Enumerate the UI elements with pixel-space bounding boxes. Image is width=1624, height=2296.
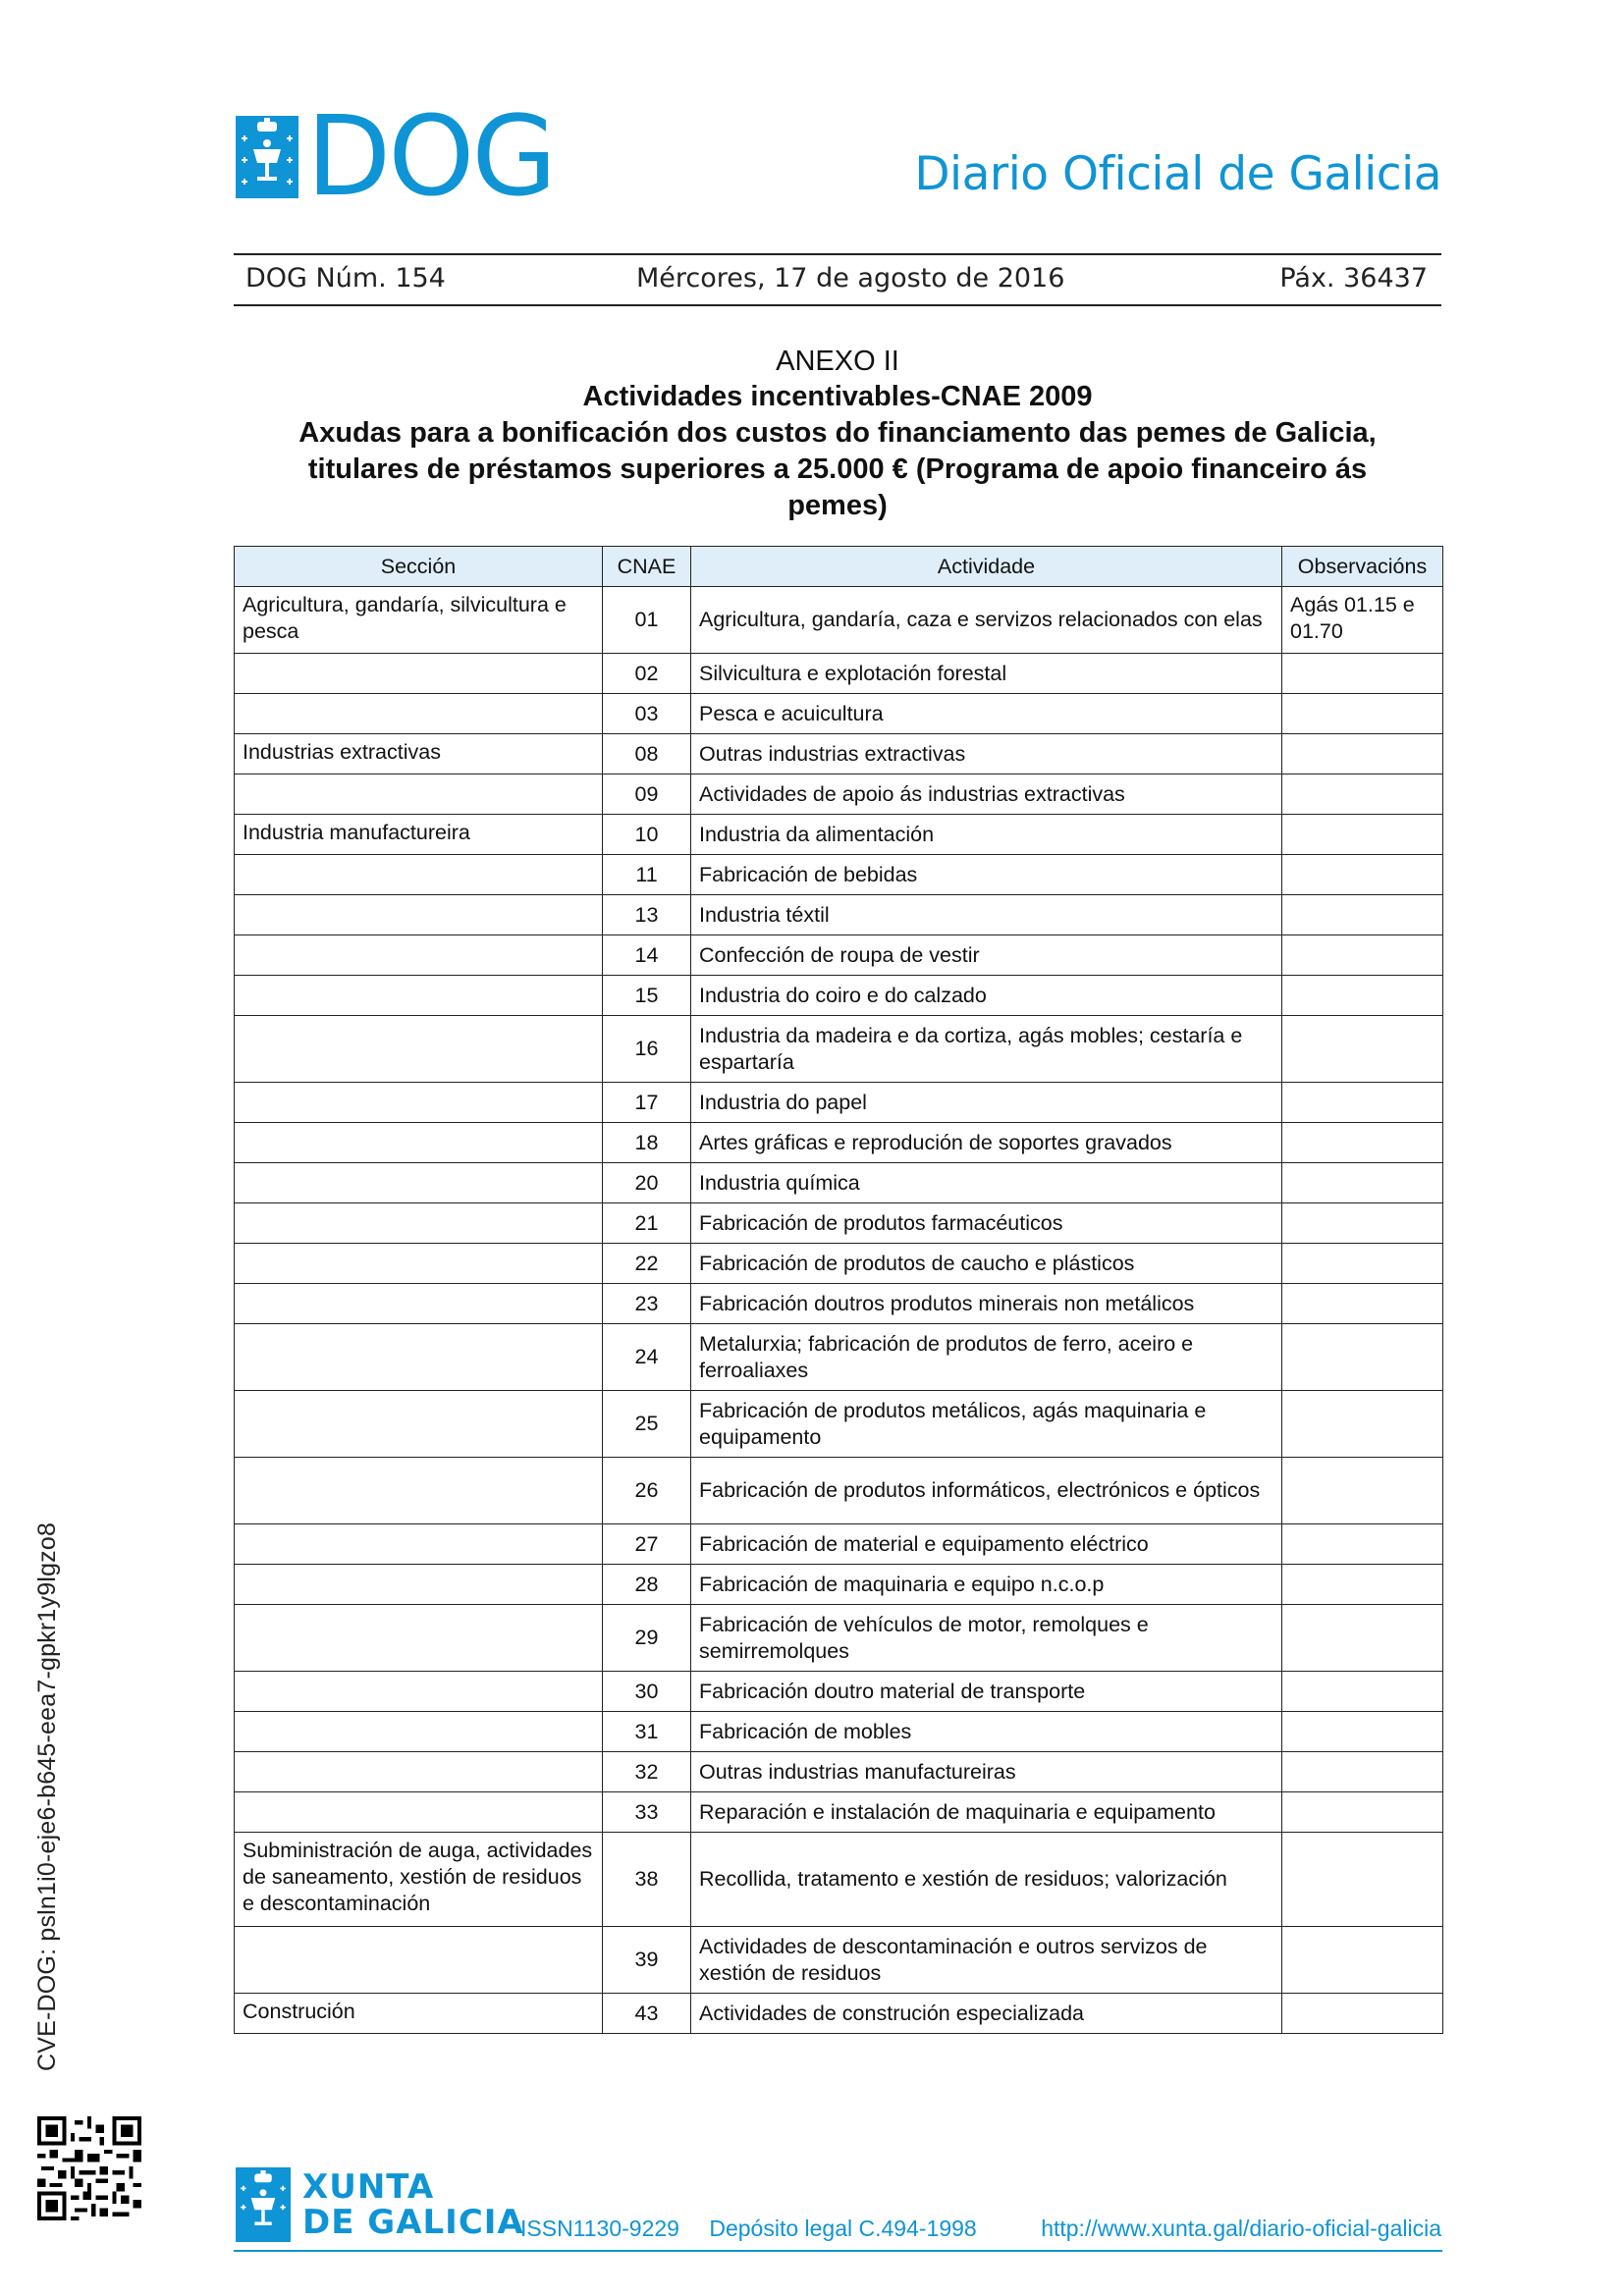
table-row bbox=[235, 1284, 1443, 1324]
cell-cnae: 29 bbox=[603, 1605, 691, 1672]
annex-description-line-1: Axudas para a bonificación dos custos do financiamento das pemes de Galicia, bbox=[298, 417, 1377, 449]
cell-observacions bbox=[1282, 935, 1443, 976]
cell-observacions bbox=[1282, 1458, 1443, 1524]
header-cnae: CNAE bbox=[603, 547, 691, 587]
cell-observacions: Agás 01.15 e 01.70 bbox=[1282, 587, 1443, 654]
table-row bbox=[235, 587, 1443, 654]
xunta-line-2: DE GALICIA bbox=[302, 2203, 524, 2242]
table-row bbox=[235, 694, 1443, 734]
cell-actividade: Metalurxia; fabricación de produtos de ferro, aceiro e ferroaliaxes bbox=[691, 1324, 1282, 1391]
cell-cnae: 02 bbox=[603, 654, 691, 694]
issue-header bbox=[234, 253, 1441, 306]
publication-name: Diario Oficial de Galicia bbox=[914, 147, 1441, 201]
cell-actividade: Fabricación de produtos farmacéuticos bbox=[691, 1203, 1282, 1244]
cell-cnae: 26 bbox=[603, 1458, 691, 1524]
cell-actividade: Reparación e instalación de maquinaria e equipamento bbox=[691, 1792, 1282, 1833]
xunta-logo bbox=[236, 2167, 524, 2242]
cell-seccion bbox=[235, 1605, 603, 1672]
cell-seccion bbox=[235, 774, 603, 815]
issn: ISSN1130-9229 bbox=[520, 2216, 679, 2241]
cell-actividade: Fabricación de produtos de caucho e plásticos bbox=[691, 1244, 1282, 1284]
table-row bbox=[235, 774, 1443, 815]
cell-seccion bbox=[235, 855, 603, 895]
cell-cnae: 13 bbox=[603, 895, 691, 935]
cell-observacions bbox=[1282, 855, 1443, 895]
cell-observacions bbox=[1282, 1994, 1443, 2034]
cell-actividade: Fabricación de bebidas bbox=[691, 855, 1282, 895]
table-row bbox=[235, 1458, 1443, 1524]
issue-number: DOG Núm. 154 bbox=[245, 263, 446, 294]
cell-actividade: Fabricación doutro material de transporte bbox=[691, 1672, 1282, 1712]
cell-cnae: 30 bbox=[603, 1672, 691, 1712]
cell-cnae: 24 bbox=[603, 1324, 691, 1391]
cell-actividade: Actividades de apoio ás industrias extractivas bbox=[691, 774, 1282, 815]
table-row bbox=[235, 1524, 1443, 1565]
cell-cnae: 01 bbox=[603, 587, 691, 654]
cell-observacions bbox=[1282, 1605, 1443, 1672]
dog-logo bbox=[236, 93, 555, 221]
cell-cnae: 39 bbox=[603, 1927, 691, 1994]
cell-seccion bbox=[235, 1391, 603, 1458]
header-seccion: Sección bbox=[235, 547, 603, 587]
cell-cnae: 38 bbox=[603, 1833, 691, 1927]
cell-observacions bbox=[1282, 1927, 1443, 1994]
table-row bbox=[235, 1163, 1443, 1203]
cell-cnae: 32 bbox=[603, 1752, 691, 1792]
cell-cnae: 33 bbox=[603, 1792, 691, 1833]
cell-cnae: 15 bbox=[603, 976, 691, 1016]
cve-code: CVE-DOG: psln1i0-eje6-b645-eea7-gpkr1y9lgzo8 bbox=[33, 1522, 61, 2071]
annex-description-line-3: pemes) bbox=[787, 490, 888, 521]
cell-seccion bbox=[235, 1672, 603, 1712]
table-body bbox=[235, 587, 1443, 2034]
cell-actividade: Fabricación de vehículos de motor, remolques e semirremolques bbox=[691, 1605, 1282, 1672]
cell-actividade: Industria da alimentación bbox=[691, 815, 1282, 855]
cell-actividade: Agricultura, gandaría, caza e servizos relacionados con elas bbox=[691, 587, 1282, 654]
table-row bbox=[235, 1123, 1443, 1163]
cell-seccion: Construción bbox=[235, 1994, 603, 2034]
cell-seccion bbox=[235, 1203, 603, 1244]
cell-observacions bbox=[1282, 1565, 1443, 1605]
cell-cnae: 23 bbox=[603, 1284, 691, 1324]
cell-seccion bbox=[235, 935, 603, 976]
table-row bbox=[235, 976, 1443, 1016]
cell-actividade: Industria química bbox=[691, 1163, 1282, 1203]
cell-actividade: Outras industrias extractivas bbox=[691, 734, 1282, 774]
cell-cnae: 16 bbox=[603, 1016, 691, 1083]
cell-observacions bbox=[1282, 1524, 1443, 1565]
dog-logo-text: DOG bbox=[306, 93, 555, 221]
table-row bbox=[235, 1605, 1443, 1672]
cell-seccion bbox=[235, 1083, 603, 1123]
table-row bbox=[235, 1833, 1443, 1927]
cell-cnae: 20 bbox=[603, 1163, 691, 1203]
page-number: Páx. 36437 bbox=[1279, 263, 1428, 294]
cell-observacions bbox=[1282, 1083, 1443, 1123]
cell-actividade: Fabricación de produtos informáticos, electrónicos e ópticos bbox=[691, 1458, 1282, 1524]
cell-cnae: 09 bbox=[603, 774, 691, 815]
footer-info bbox=[520, 2216, 1001, 2242]
table-row bbox=[235, 1994, 1443, 2034]
cell-seccion bbox=[235, 1123, 603, 1163]
cell-actividade: Industria do papel bbox=[691, 1083, 1282, 1123]
cell-actividade: Pesca e acuicultura bbox=[691, 694, 1282, 734]
cell-cnae: 18 bbox=[603, 1123, 691, 1163]
table-header-row bbox=[235, 547, 1443, 587]
cell-actividade: Recollida, tratamento e xestión de residuos; valorización bbox=[691, 1833, 1282, 1927]
table-row bbox=[235, 1752, 1443, 1792]
cell-seccion: Industria manufactureira bbox=[235, 815, 603, 855]
cell-seccion bbox=[235, 1752, 603, 1792]
table-row bbox=[235, 1672, 1443, 1712]
cell-cnae: 25 bbox=[603, 1391, 691, 1458]
cell-seccion bbox=[235, 895, 603, 935]
cell-seccion: Subministración de auga, actividades de saneamento, xestión de residuos e descontaminación bbox=[235, 1833, 603, 1927]
cell-seccion bbox=[235, 1565, 603, 1605]
cell-actividade: Silvicultura e explotación forestal bbox=[691, 654, 1282, 694]
cell-actividade: Fabricación de maquinaria e equipo n.c.o.p bbox=[691, 1565, 1282, 1605]
table-row bbox=[235, 734, 1443, 774]
table-row bbox=[235, 1712, 1443, 1752]
cell-observacions bbox=[1282, 1324, 1443, 1391]
cell-actividade: Confección de roupa de vestir bbox=[691, 935, 1282, 976]
cell-observacions bbox=[1282, 815, 1443, 855]
cell-actividade: Actividades de construción especializada bbox=[691, 1994, 1282, 2034]
cell-observacions bbox=[1282, 774, 1443, 815]
cell-cnae: 28 bbox=[603, 1565, 691, 1605]
cell-seccion bbox=[235, 976, 603, 1016]
cell-observacions bbox=[1282, 1672, 1443, 1712]
cell-observacions bbox=[1282, 734, 1443, 774]
table-row bbox=[235, 1203, 1443, 1244]
cell-seccion bbox=[235, 694, 603, 734]
cell-cnae: 43 bbox=[603, 1994, 691, 2034]
cell-cnae: 17 bbox=[603, 1083, 691, 1123]
annex-title: ANEXO II bbox=[776, 346, 899, 377]
annex-subtitle: Actividades incentivables-CNAE 2009 bbox=[582, 381, 1093, 412]
cell-seccion bbox=[235, 1927, 603, 1994]
cell-actividade: Fabricación de mobles bbox=[691, 1712, 1282, 1752]
cell-cnae: 31 bbox=[603, 1712, 691, 1752]
cell-cnae: 03 bbox=[603, 694, 691, 734]
table-row bbox=[235, 935, 1443, 976]
cell-seccion: Industrias extractivas bbox=[235, 734, 603, 774]
cell-observacions bbox=[1282, 1016, 1443, 1083]
xunta-crest-icon bbox=[236, 2167, 291, 2242]
cell-actividade: Industria da madeira e da cortiza, agás mobles; cestaría e espartaría bbox=[691, 1016, 1282, 1083]
cell-observacions bbox=[1282, 1712, 1443, 1752]
table-row bbox=[235, 654, 1443, 694]
annex-description-line-2: titulares de préstamos superiores a 25.000 € (Programa de apoio financeiro ás bbox=[307, 454, 1368, 485]
cell-cnae: 22 bbox=[603, 1244, 691, 1284]
cell-seccion bbox=[235, 1712, 603, 1752]
cell-cnae: 10 bbox=[603, 815, 691, 855]
cell-cnae: 08 bbox=[603, 734, 691, 774]
cell-observacions bbox=[1282, 694, 1443, 734]
cell-seccion: Agricultura, gandaría, silvicultura e pesca bbox=[235, 587, 603, 654]
table-row bbox=[235, 1391, 1443, 1458]
cell-actividade: Fabricación doutros produtos minerais non metálicos bbox=[691, 1284, 1282, 1324]
table-row bbox=[235, 1565, 1443, 1605]
activities-table bbox=[234, 546, 1443, 2034]
header-actividade: Actividade bbox=[691, 547, 1282, 587]
header-observacions: Observacións bbox=[1282, 547, 1443, 587]
table-row bbox=[235, 1244, 1443, 1284]
cell-observacions bbox=[1282, 1752, 1443, 1792]
cell-actividade: Actividades de descontaminación e outros servizos de xestión de residuos bbox=[691, 1927, 1282, 1994]
cell-cnae: 27 bbox=[603, 1524, 691, 1565]
table-row bbox=[235, 855, 1443, 895]
table-row bbox=[235, 1016, 1443, 1083]
footer-url-link[interactable]: http://www.xunta.gal/diario-oficial-galicia bbox=[1041, 2216, 1441, 2241]
cell-seccion bbox=[235, 1792, 603, 1833]
galicia-crest-icon bbox=[236, 116, 298, 198]
cell-cnae: 11 bbox=[603, 855, 691, 895]
table-row bbox=[235, 895, 1443, 935]
cell-observacions bbox=[1282, 976, 1443, 1016]
issue-date: Mércores, 17 de agosto de 2016 bbox=[636, 263, 1065, 294]
document-titles bbox=[234, 344, 1441, 524]
cell-observacions bbox=[1282, 1203, 1443, 1244]
cell-seccion bbox=[235, 1016, 603, 1083]
deposito-legal: Depósito legal C.494-1998 bbox=[709, 2216, 977, 2241]
cell-actividade: Fabricación de material e equipamento eléctrico bbox=[691, 1524, 1282, 1565]
cell-actividade: Industria do coiro e do calzado bbox=[691, 976, 1282, 1016]
cell-observacions bbox=[1282, 1792, 1443, 1833]
cell-actividade: Fabricación de produtos metálicos, agás maquinaria e equipamento bbox=[691, 1391, 1282, 1458]
xunta-line-1: XUNTA bbox=[302, 2167, 435, 2207]
cell-observacions bbox=[1282, 1244, 1443, 1284]
xunta-wordmark bbox=[302, 2169, 524, 2240]
cell-actividade: Artes gráficas e reprodución de soportes gravados bbox=[691, 1123, 1282, 1163]
cell-observacions bbox=[1282, 1284, 1443, 1324]
cell-observacions bbox=[1282, 1123, 1443, 1163]
cell-actividade: Outras industrias manufactureiras bbox=[691, 1752, 1282, 1792]
table-row bbox=[235, 1792, 1443, 1833]
cell-observacions bbox=[1282, 1833, 1443, 1927]
qr-code-icon bbox=[37, 2116, 141, 2220]
cell-observacions bbox=[1282, 895, 1443, 935]
cell-seccion bbox=[235, 1244, 603, 1284]
cell-seccion bbox=[235, 1163, 603, 1203]
cell-seccion bbox=[235, 654, 603, 694]
table-row bbox=[235, 1083, 1443, 1123]
cell-observacions bbox=[1282, 1391, 1443, 1458]
cell-cnae: 14 bbox=[603, 935, 691, 976]
cell-seccion bbox=[235, 1458, 603, 1524]
cell-seccion bbox=[235, 1324, 603, 1391]
cell-seccion bbox=[235, 1524, 603, 1565]
cell-observacions bbox=[1282, 654, 1443, 694]
table-row bbox=[235, 1927, 1443, 1994]
cell-actividade: Industria téxtil bbox=[691, 895, 1282, 935]
cell-seccion bbox=[235, 1284, 603, 1324]
cell-observacions bbox=[1282, 1163, 1443, 1203]
table-row bbox=[235, 1324, 1443, 1391]
footer-divider bbox=[234, 2250, 1442, 2252]
table-row bbox=[235, 815, 1443, 855]
cell-cnae: 21 bbox=[603, 1203, 691, 1244]
